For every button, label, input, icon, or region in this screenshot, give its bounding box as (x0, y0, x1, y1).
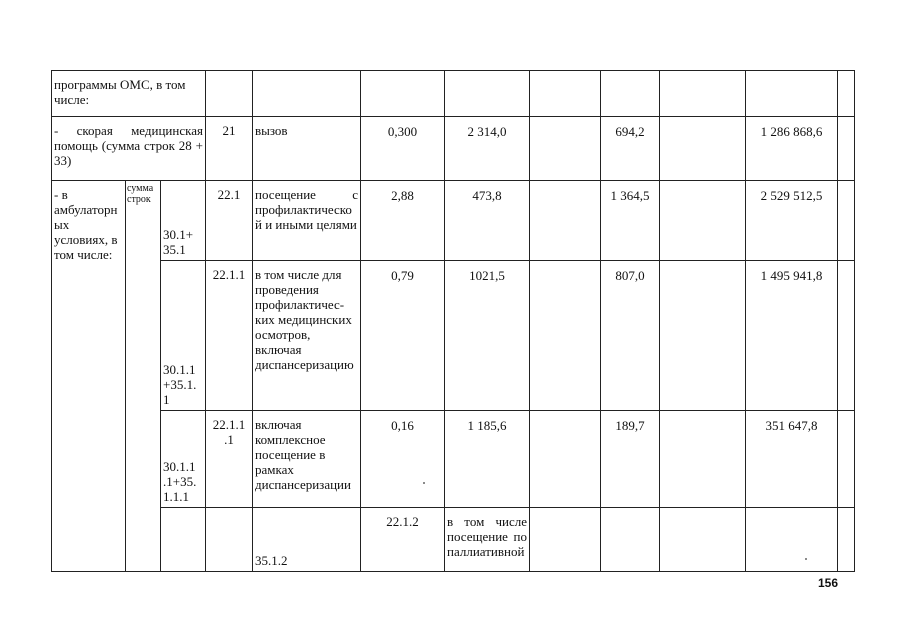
sub-code: 30.1.1 +35.1. 1 (161, 261, 206, 411)
cell-value: 1 286 868,6 (746, 117, 838, 181)
cell-value (660, 181, 746, 261)
row-label: - в амбулаторных условиях, в том числе: (52, 181, 126, 572)
cell-value: 807,0 (601, 261, 660, 411)
row-code: 21 (206, 117, 253, 181)
cell-value (838, 508, 855, 572)
row-unit: посещение с профилактической и иными целями (253, 181, 361, 261)
cell-value (530, 71, 601, 117)
table-row (52, 71, 855, 117)
row-code: 22.1.2 (361, 508, 445, 572)
row-unit: в том числе посещение по паллиативной (445, 508, 530, 572)
cell-value: 0,79 (361, 261, 445, 411)
sub-code: 30.1.1 .1+35. 1.1.1 (161, 411, 206, 508)
medical-care-table (51, 70, 855, 572)
row-label: программы ОМС, в том числе: (52, 71, 206, 117)
scan-speck (805, 558, 807, 560)
cell-value: 2 529 512,5 (746, 181, 838, 261)
row-unit: в том числе для проведения профилактичес- ких медицинских осмотров, включая диспансеризацию (253, 261, 361, 411)
table-row (52, 181, 855, 261)
cell-value (361, 71, 445, 117)
cell-value (530, 261, 601, 411)
table-row (52, 508, 855, 572)
row-unit: вызов (253, 117, 361, 181)
cell-value (530, 508, 601, 572)
cell-empty (206, 508, 253, 572)
cell-value: 1 495 941,8 (746, 261, 838, 411)
cell-value (601, 508, 660, 572)
sub-code: 30.1+ 35.1 (161, 181, 206, 261)
cell-empty (838, 261, 855, 411)
table-row (52, 117, 855, 181)
row-code: 22.1 (206, 181, 253, 261)
cell-value: 2,88 (361, 181, 445, 261)
cell-value: 189,7 (601, 411, 660, 508)
cell-value: 1 185,6 (445, 411, 530, 508)
cell-empty (838, 117, 855, 181)
table-row (52, 261, 855, 411)
cell-value (530, 181, 601, 261)
sum-label: сумма строк (126, 181, 161, 572)
cell-value (530, 411, 601, 508)
page-number: 156 (818, 576, 839, 590)
row-unit (253, 71, 361, 117)
cell-value: 2 314,0 (445, 117, 530, 181)
cell-empty (838, 71, 855, 117)
cell-value (660, 411, 746, 508)
scan-speck (423, 482, 425, 484)
cell-value (660, 508, 746, 572)
cell-empty (838, 411, 855, 508)
row-unit: включая комплексное посещение в рамках диспансеризации (253, 411, 361, 508)
cell-value: 351 647,8 (746, 411, 838, 508)
cell-value: 1021,5 (445, 261, 530, 411)
cell-value (601, 71, 660, 117)
cell-value (660, 117, 746, 181)
cell-empty (161, 508, 206, 572)
row-code: 22.1.1 (206, 261, 253, 411)
cell-value (660, 261, 746, 411)
cell-value: 0,300 (361, 117, 445, 181)
cell-value (660, 71, 746, 117)
row-label: - скорая медицинская помощь (сумма строк 28 + 33) (52, 117, 206, 181)
cell-value: 473,8 (445, 181, 530, 261)
sub-code: 35.1.2 (253, 508, 361, 572)
cell-value (530, 117, 601, 181)
cell-value: 1 364,5 (601, 181, 660, 261)
cell-value (746, 71, 838, 117)
cell-value (445, 71, 530, 117)
cell-value: 0,16 (361, 411, 445, 508)
row-code: 22.1.1 .1 (206, 411, 253, 508)
cell-value: 694,2 (601, 117, 660, 181)
cell-empty (838, 181, 855, 261)
cell-value (746, 508, 838, 572)
row-code (206, 71, 253, 117)
table-row (52, 411, 855, 508)
